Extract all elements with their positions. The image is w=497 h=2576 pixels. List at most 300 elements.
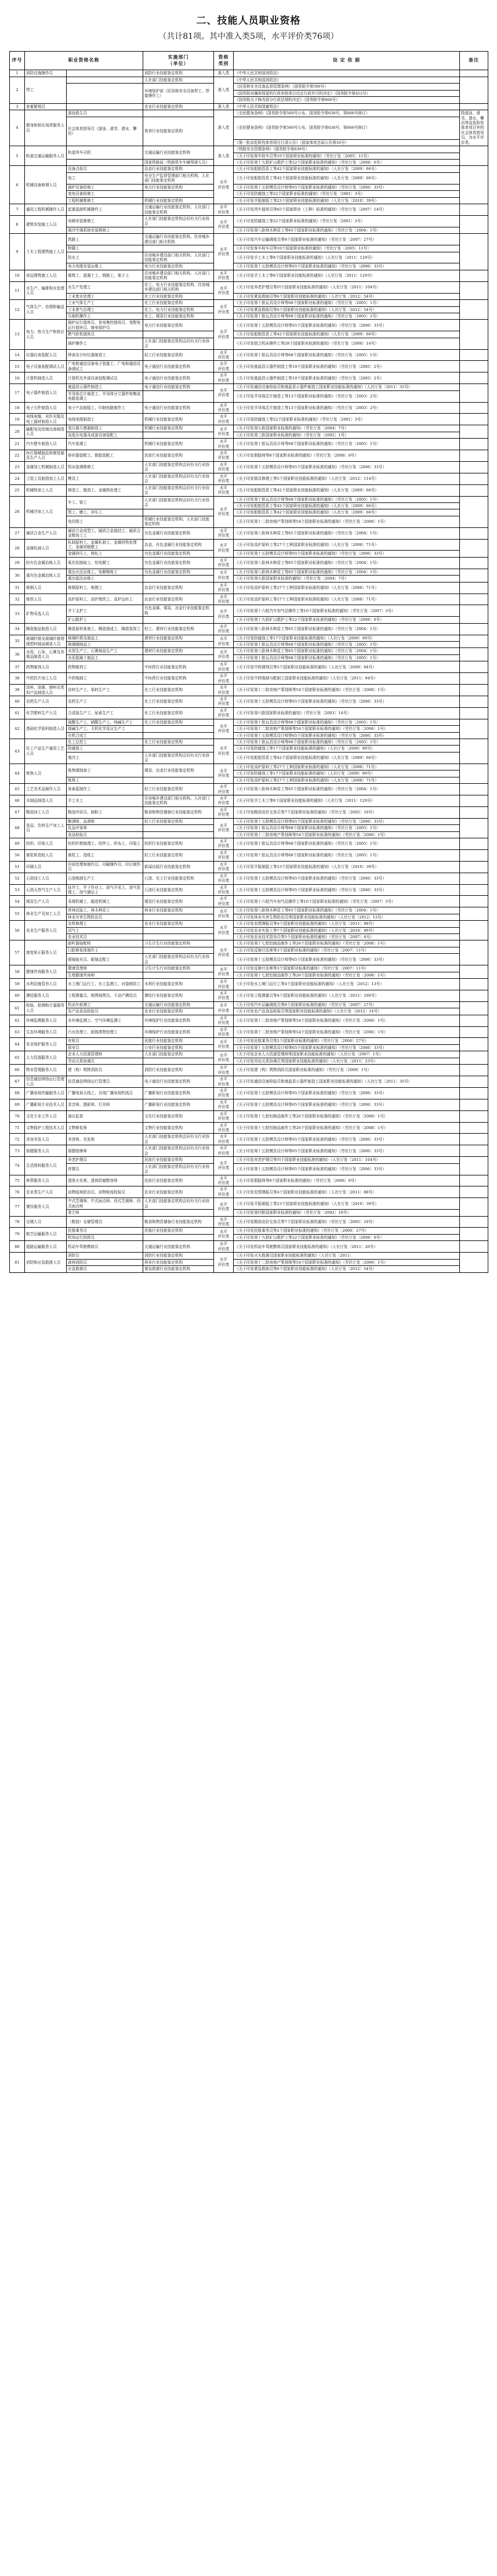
qualification-category — [214, 450, 234, 462]
remark — [460, 594, 488, 605]
table-row — [10, 197, 488, 204]
occupation-subtype: 炼焦工 — [67, 777, 143, 783]
qualification-category — [214, 635, 234, 648]
remark — [460, 685, 488, 696]
occupation-name: 环境监测服务人员 — [25, 1015, 67, 1026]
qualification-category — [214, 849, 234, 861]
row-number: 46 — [10, 795, 25, 806]
qualification-category — [214, 270, 234, 281]
qualification-category — [214, 623, 234, 635]
occupation-name: 机械设备修理人员 — [25, 166, 67, 204]
occupation-name: 纺织、印染人员 — [25, 838, 67, 850]
qualification-category: 准入类 — [214, 70, 234, 77]
occupation-name: 输配电及控制设备制造人员 — [25, 425, 67, 439]
legal-basis: 《关于印发第十五批模具设计师等65个国家职业标准的通知》（劳社厅发〔2006〕33号） — [234, 551, 460, 557]
table-row — [10, 110, 488, 117]
legal-basis: 《关于印发液晶显示器件制造工等10个国家职业标准的通知》（劳社厅发〔2005〕2号） — [234, 372, 460, 384]
legal-basis: 《关于印发第八批林木种苗工等65个国家职业标准的通知》（劳社厅发〔2004〕1号） — [234, 527, 460, 539]
occupation-subtype: 电子产品制版工、印制电路制作工 — [67, 402, 143, 414]
category-line1: 水平 — [219, 1187, 228, 1192]
legal-basis: 《关于印发第十六批汽车加气站操作工等10个国家职业标准的通知》（劳社厅发〔2007〕3号） — [234, 605, 460, 617]
implementing-department — [143, 576, 214, 582]
occupation-subtype: 涂料生产工、染料生产工 — [67, 685, 143, 696]
implementing-department: 交通运输行业技能鉴定机构、住房城乡建设部门相关机构 — [143, 234, 214, 245]
occupation-subtype: 民航乘务员 — [67, 1228, 143, 1234]
occupation-subtype: 桥隧工 — [67, 245, 143, 252]
category-line1: 水平 — [219, 305, 228, 310]
occupation-name: 炼焦人员 — [25, 764, 67, 783]
legal-basis: 《关于印发船舶管系工等42个国家职业技能标准的通知》（人社厅发〔2009〕66号） — [234, 484, 460, 496]
legal-basis: 《关于印发农业技术指导员等5个国家职业标准的通知》（劳社厅发〔2007〕4号） — [234, 934, 460, 940]
qualification-category — [214, 1026, 234, 1038]
remark — [460, 1051, 488, 1065]
category-line1: 水平 — [219, 909, 228, 914]
table-row — [10, 673, 488, 685]
row-number: 51 — [10, 861, 25, 873]
table-row — [10, 320, 488, 331]
table-row — [10, 516, 488, 527]
legal-basis: 《关于印发第十批玩具设计师等68个国家职业标准的通知》（劳社厅发〔2005〕1号） — [234, 496, 460, 502]
occupation-subtype: 水环境监测工、空气环境监测工 — [67, 1015, 143, 1026]
category-line2: 评价类 — [217, 667, 230, 672]
category-line1: 水平 — [219, 414, 228, 419]
occupation-subtype: 水泥混凝土制品工 — [67, 654, 143, 661]
legal-basis: 《关于印发船舶管系工等42个国家职业技能标准的通知》（人社厅发〔2009〕66号） — [234, 509, 460, 516]
table-row — [10, 1216, 488, 1228]
occupation-subtype: 重冶湿法冶炼工 — [67, 576, 143, 582]
qualification-category — [214, 1051, 234, 1065]
qualification-category — [214, 1001, 234, 1015]
legal-basis: 《关于印发船舶管系工等42个国家职业技能标准的通知》（人社厅发〔2009〕66号） — [234, 502, 460, 509]
occupation-subtype: 社会体育指导员（游泳、滑雪、潜水、攀岩） — [67, 117, 143, 146]
remark — [460, 1038, 488, 1051]
occupation-subtype: 企业人力资源管理师 — [67, 1051, 143, 1058]
qualification-category — [214, 414, 234, 425]
legal-basis: 《关于印发防腐蚀工等22个国家职业标准的通知》（劳社厅发〔2001〕3号） — [234, 414, 460, 425]
qualification-category — [214, 1228, 234, 1241]
remark — [460, 215, 488, 233]
occupation-name: 金属轧制人员 — [25, 539, 67, 557]
occupation-name: 家畜繁殖员 — [25, 103, 67, 110]
qualification-category — [214, 569, 234, 582]
row-number: 25 — [10, 484, 25, 496]
qualification-category — [214, 921, 234, 940]
occupation-subtype: 高低压电器及成套设备装配工 — [67, 432, 143, 438]
legal-basis: 《关于印发高炉原料工等27个工种国家职业标准的通知》（人社厅发〔2008〕71号） — [234, 594, 460, 605]
qualification-category — [214, 473, 234, 484]
legal-basis: 《关于印发第十五批模具设计师等65个国家职业标准的通知》（劳社厅发〔2006〕33号） — [234, 184, 460, 190]
table-row — [10, 527, 488, 539]
implementing-department: 消防行业技能鉴定机构 — [143, 1065, 214, 1076]
occupation-name: 康复矫正服务人员 — [25, 940, 67, 965]
qualification-category — [214, 527, 234, 539]
legal-basis: 《关于印发第十批玩具设计师等68个国家职业标准的通知》（劳社厅发〔2005〕1号） — [234, 849, 460, 861]
occupation-name: 餐饮服务人员 — [25, 1198, 67, 1216]
legal-basis: 《关于印发客车检车员等10个国家职业标准的通知》（劳社厅发〔2005〕11号） — [234, 245, 460, 252]
category-line2: 评价类 — [217, 290, 230, 295]
category-line1: 水平 — [219, 451, 228, 456]
occupation-subtype: 安检员 — [67, 1038, 143, 1044]
header-category — [214, 51, 234, 70]
occupation-subtype: 沼气工 — [67, 927, 143, 934]
qualification-category — [214, 673, 234, 685]
category-line2: 评价类 — [217, 690, 230, 695]
occupation-subtype: 钟表及计时仪器制造工 — [67, 349, 143, 361]
legal-basis: 《关于印发紧急救助员等6个国家职业技能标准的通知》（人社厅发〔2012〕54号） — [234, 306, 460, 313]
legal-basis: 《关于印发民航乘务员等2个国家职业标准的通知》（劳社厅发〔2006〕27号） — [234, 1228, 460, 1234]
occupation-subtype: 育婴员 — [67, 1163, 143, 1175]
table-row — [10, 825, 488, 831]
implementing-department: 机械行业技能鉴定机构 — [143, 197, 214, 204]
category-line2: 评价类 — [217, 1166, 230, 1171]
occupation-name: 房屋建筑施工人员 — [25, 270, 67, 281]
occupation-subtype: 美容师、美发师 — [67, 1134, 143, 1145]
implementing-department — [143, 825, 214, 831]
qualification-category — [214, 965, 234, 979]
legal-basis: 《关于印发第十七批铝制品制作工等26个国家职业标准的通知》（劳社厅发〔2008〕1号） — [234, 1122, 460, 1134]
category-line2: 评价类 — [217, 1128, 230, 1133]
implementing-department: 民航行业技能鉴定机构 — [143, 1228, 214, 1234]
remark — [460, 77, 488, 103]
implementing-department: 人社部门技能鉴定机构会同有关行业协会 — [143, 496, 214, 509]
occupation-name: 印刷人员 — [25, 861, 67, 873]
implementing-department — [143, 1234, 214, 1240]
qualification-category — [214, 496, 234, 527]
implementing-department: 冶金、有色金属行业技能鉴定机构 — [143, 539, 214, 551]
row-number: 9 — [10, 234, 25, 270]
row-number: 81 — [10, 1253, 25, 1272]
occupation-name: 化工产品生产通用工艺人员 — [25, 739, 67, 764]
occupation-name: 电线电缆、光纤光缆及电工器材制造人员 — [25, 414, 67, 425]
page-title: 二、技能人员职业资格 — [196, 15, 301, 27]
qualification-category — [214, 696, 234, 707]
qualification-category — [214, 361, 234, 372]
legal-basis: 《关于印发第十九批矿山救护工等22个国家职业标准的通知》（劳社厅发〔2008〕6号） — [234, 1234, 460, 1240]
occupation-name: 工装工具制造加工人员 — [25, 473, 67, 484]
legal-basis: 《关于印发中药炮制与配制工国家职业技能标准的通知》（人社厅发〔2011〕94号） — [234, 673, 460, 685]
category-line2: 评价类 — [217, 641, 230, 646]
table-row — [10, 818, 488, 824]
remark — [460, 1186, 488, 1198]
category-line2: 评价类 — [217, 1058, 230, 1063]
implementing-department — [143, 642, 214, 648]
category-line2: 评价类 — [217, 432, 230, 437]
occupation-name: 消防和应急救援人员 — [25, 1253, 67, 1272]
category-line1: 水平 — [219, 1077, 228, 1082]
occupation-name: 硬质合金生产人员 — [25, 527, 67, 539]
table-row — [10, 940, 488, 947]
legal-basis: 《关于印发半导体芯片制造工等13个国家职业标准的通知》（劳社厅发〔2003〕2号） — [234, 390, 460, 402]
occupation-name: 土木工程建筑施工人员 — [25, 234, 67, 270]
implementing-department: 化工、电力行业技能鉴定机构 — [143, 306, 214, 313]
category-line2: 评价类 — [217, 855, 230, 860]
table-row — [10, 1076, 488, 1088]
occupation-subtype: 金属挤压工、铸轧工 — [67, 551, 143, 557]
table-row — [10, 907, 488, 914]
occupation-subtype: 燃气轮机值班员 — [67, 331, 143, 338]
row-number: 55 — [10, 907, 25, 921]
implementing-department: 化工、煤炭行业技能鉴定机构 — [143, 313, 214, 319]
category-line1: 水平 — [219, 873, 228, 878]
category-line2: 评价类 — [217, 563, 230, 568]
table-row — [10, 390, 488, 402]
legal-basis: 《关于印发假肢师等8个国家职业标准的通知》（劳社厅发〔2006〕8号） — [234, 450, 460, 462]
header-remark: 备注 — [460, 51, 488, 70]
row-number: 49 — [10, 838, 25, 850]
implementing-department — [143, 390, 214, 402]
qualification-category — [214, 605, 234, 623]
implementing-department: 农业行业技能鉴定机构 — [143, 921, 214, 927]
row-number: 2 — [10, 77, 25, 103]
remark — [460, 907, 488, 921]
occupation-subtype: 机床装调维修工 — [67, 461, 143, 473]
row-number: 54 — [10, 896, 25, 907]
legal-basis: 《关于印发手工木工等8个国家职业技能标准的通知》（人社厅发〔2011〕129号） — [234, 270, 460, 281]
table-row — [10, 623, 488, 635]
implementing-department: 文化行业技能鉴定机构 — [143, 1110, 214, 1122]
qualification-category — [214, 1065, 234, 1076]
occupation-subtype: 森林消防员 — [67, 1259, 143, 1265]
table-row — [10, 146, 488, 153]
legal-basis: 《国务院关于修改部分行政法规的决定》（国务院令第666号） — [234, 97, 460, 103]
qualification-category — [214, 539, 234, 557]
remark — [460, 1099, 488, 1110]
legal-basis: 《关于印发第十五批模具设计师等65个国家职业标准的通知》（劳社厅发〔2006〕33号） — [234, 320, 460, 331]
legal-basis: 《关于印发反射疗法师等3个国家职业标准的通知》（劳社厅发〔2007〕11号） — [234, 947, 460, 953]
table-row — [10, 1241, 488, 1253]
occupation-name: 物业管理服务人员 — [25, 1065, 67, 1076]
remark — [460, 349, 488, 361]
table-row — [10, 746, 488, 752]
row-number: 24 — [10, 473, 25, 484]
implementing-department: 电子通信行业技能鉴定机构 — [143, 402, 214, 414]
table-row — [10, 648, 488, 654]
occupation-subtype: 防腐蚀工 — [67, 746, 143, 752]
occupation-name: 制浆和造纸人员 — [25, 849, 67, 861]
category-line2: 评价类 — [217, 252, 230, 257]
category-line2: 评价类 — [217, 629, 230, 634]
table-row — [10, 361, 488, 372]
remark — [460, 884, 488, 896]
occupation-subtype: 口腔修复体制作工 — [67, 947, 143, 953]
qualification-category — [214, 1122, 234, 1134]
implementing-department: 电力行业技能鉴定机构 — [143, 184, 214, 190]
occupation-name: 测绘服务人员 — [25, 990, 67, 1001]
legal-basis: 《关于印发第十批玩具设计师等68个国家职业标准的通知》（劳社厅发〔2005〕1号） — [234, 838, 460, 850]
legal-basis: 《关于印发第十批玩具设计师等68个国家职业标准的通知》（劳社厅发〔2005〕1号） — [234, 739, 460, 746]
occupation-subtype: 炼钢原料工、炼钢工 — [67, 582, 143, 594]
legal-basis: 《关于印发第十五批模具设计师等65个国家职业标准的通知》（劳社厅发〔2006〕33号） — [234, 1099, 460, 1110]
implementing-department: 林业行业技能鉴定机构 — [143, 907, 214, 914]
legal-basis: 《关于印发汽车运输调度员等8个国家职业标准的通知》（劳社厅发〔2007〕27号） — [234, 234, 460, 245]
table-row — [10, 204, 488, 216]
occupation-subtype: 消防员 — [67, 1253, 143, 1259]
table-row — [10, 473, 488, 484]
row-number: 68 — [10, 1087, 25, 1099]
remark — [460, 707, 488, 719]
qualification-category — [214, 594, 234, 605]
category-line2: 评价类 — [217, 1070, 230, 1075]
row-number: 59 — [10, 979, 25, 990]
category-line1: 水平 — [219, 330, 228, 335]
occupation-subtype: 眼镜验光员、眼镜定配工 — [67, 954, 143, 965]
occupation-subtype: 矿山救护工 — [67, 617, 143, 623]
remark — [460, 384, 488, 402]
row-number: 13 — [10, 320, 25, 349]
legal-basis: 《关于印发第十二批房地产策划师等54个国家职业标准的通知》（劳社厅发〔2006〕1号） — [234, 1026, 460, 1038]
implementing-department: 机械行业技能鉴定机构 — [143, 425, 214, 432]
legal-basis: 《关于印发第十五批模具设计师等65个国家职业标准的通知》（劳社厅发〔2006〕33号） — [234, 818, 460, 824]
implementing-department: 轻工、建材行业技能鉴定机构 — [143, 623, 214, 635]
legal-basis: 《关于印发工程测量员等4个国家职业技能标准的通知》（人社厅发〔2011〕100号） — [234, 990, 460, 1001]
row-number: 48 — [10, 818, 25, 838]
legal-basis: 《关于印发第十五批模具设计师等65个国家职业标准的通知》（劳社厅发〔2006〕33号） — [234, 461, 460, 473]
table-row — [10, 77, 488, 83]
legal-basis: 《关于印发第十二批房地产策划师等54个国家职业标准的通知》（劳社厅发〔2006〕1号） — [234, 516, 460, 527]
legal-basis: 《关于印发建（构）筑物消防员国家职业标准的通知》（劳社厅发〔2008〕1号） — [234, 1065, 460, 1076]
qualification-category — [214, 940, 234, 965]
occupation-subtype: 水生产处理工 — [67, 281, 143, 293]
legal-basis: 《关于印发防腐蚀工等22个国家职业标准的通知》（劳社厅发〔2001〕3号） — [234, 191, 460, 197]
category-line1: 水平 — [219, 862, 228, 867]
table-row — [10, 707, 488, 719]
row-number: 47 — [10, 806, 25, 818]
qualification-category — [214, 979, 234, 990]
remark — [460, 484, 488, 496]
table-row — [10, 777, 488, 783]
category-line1: 水平 — [219, 426, 228, 432]
occupation-subtype: 劳动关系协调员 — [67, 1058, 143, 1064]
category-line1: 水平 — [219, 807, 228, 812]
occupation-subtype: 设备点检员 — [67, 166, 143, 172]
remark — [460, 648, 488, 661]
category-line1: 水平 — [219, 1088, 228, 1093]
remark: 除游泳、滑雪、潜水、攀岩等高危险性体育项目外的社会体育指导员，为水平评价类。 — [460, 110, 488, 146]
category-line2: 评价类 — [217, 1207, 230, 1212]
legal-basis: 《全民健身条例》（国务院令第560号公布，国务院令第638号、第666号修订） — [234, 117, 460, 139]
qualification-category — [214, 281, 234, 299]
category-line2: 评价类 — [217, 901, 230, 906]
implementing-department: 中医药行业技能鉴定机构 — [143, 661, 214, 673]
qualification-category — [214, 795, 234, 806]
implementing-department — [143, 934, 214, 940]
category-line1: 水平 — [219, 285, 228, 291]
occupation-subtype: 保健按摩师 — [67, 1145, 143, 1157]
table-row — [10, 414, 488, 425]
remark — [460, 764, 488, 783]
implementing-department: 人社部门技能鉴定机构会同有关行业协会 — [143, 484, 214, 496]
legal-basis: 《关于印发第八批林木种苗工等65个国家职业标准的通知》（劳社厅发〔2004〕1号） — [234, 648, 460, 654]
qualification-category — [214, 1186, 234, 1198]
implementing-department: 卫生计生行业技能鉴定机构 — [143, 940, 214, 947]
remark — [460, 635, 488, 648]
implementing-department: 民航行业技能鉴定机构 — [143, 1038, 214, 1044]
occupation-subtype: 录音师、摄影师、灯光师 — [67, 1099, 143, 1110]
legal-basis: 《关于印发第十批玩具设计师等68个国家职业标准的通知》（劳社厅发〔2005〕1号） — [234, 349, 460, 361]
legal-basis: 《关于印发高炉原料工等27个工种国家职业标准的通知》（人社厅发〔2008〕71号） — [234, 764, 460, 770]
occupation-subtype: 广电和通信设备电子装接工、广电和通信设备调试工 — [67, 361, 143, 372]
table-row — [10, 1157, 488, 1163]
legal-basis: 《关于印发中药调剂员等5个国家职业技能标准的通知》（人社厅发〔2009〕94号） — [234, 661, 460, 673]
table-row — [10, 331, 488, 338]
occupation-subtype: 机场运行指挥员 — [67, 1234, 143, 1240]
implementing-department: 住房城乡建设部门相关机构、人社部门技能鉴定机构 — [143, 252, 214, 263]
implementing-department: 环境保护部（民用核安全设备焊工、焊接操作工） — [143, 84, 214, 103]
legal-basis: 《关于印发半导体芯片制造工等13个国家职业标准的通知》（劳社厅发〔2003〕2号） — [234, 402, 460, 414]
qualification-category — [214, 1134, 234, 1145]
implementing-department — [143, 245, 214, 252]
table-row — [10, 227, 488, 233]
occupation-name: 玻璃纤维及玻璃纤维增强塑料制品制造人员 — [25, 635, 67, 648]
legal-basis: 《国务院对确需保留的行政审批项目设定行政许可的决定》（国务院令第412号） — [234, 90, 460, 96]
implementing-department: 测绘行业技能鉴定机构 — [143, 990, 214, 1001]
remark — [460, 605, 488, 623]
implementing-department: 农业行业技能鉴定机构 — [143, 1186, 214, 1198]
table-row — [10, 450, 488, 462]
occupation-name: 广播影视专业技术人员 — [25, 1099, 67, 1110]
category-line2: 评价类 — [217, 654, 230, 660]
implementing-department — [143, 947, 214, 953]
category-line1: 水平 — [219, 485, 228, 490]
category-line1: 水平 — [219, 1111, 228, 1116]
category-line1: 水平 — [219, 1065, 228, 1070]
table-row — [10, 349, 488, 361]
legal-basis: 《关于印发第八批林木种苗工等65个国家职业标准的通知》（劳社厅发〔2004〕1号） — [234, 784, 460, 795]
occupation-subtype: 工业气体生产工 — [67, 300, 143, 306]
occupation-name: 基础化学原料制造人员 — [25, 719, 67, 739]
qualification-category — [214, 907, 234, 921]
legal-basis: 《关于印发紧急救助员等6个国家职业技能标准的通知》（人社厅发〔2012〕54号） — [234, 1266, 460, 1272]
implementing-department: 有色金属行业技能鉴定机构 — [143, 551, 214, 557]
table-row — [10, 1198, 488, 1210]
table-row — [10, 635, 488, 641]
category-line2: 评价类 — [217, 751, 230, 756]
legal-basis: 《全民健身条例》（国务院令第560号公布，国务院令第638号、第666号修订） — [234, 110, 460, 117]
occupation-subtype: 炼焦煤制备工 — [67, 764, 143, 777]
row-number: 33 — [10, 605, 25, 623]
legal-basis: 《关于印发第十五批模具设计师等65个国家职业标准的通知》（劳社厅发〔2006〕33号） — [234, 873, 460, 884]
occupation-subtype: 农业技术员 — [67, 934, 143, 940]
occupation-name: 检验、检测和计量服务人员 — [25, 1001, 67, 1015]
implementing-department: 电力行业技能鉴定机构 — [143, 263, 214, 270]
table-row — [10, 1038, 488, 1044]
category-line2: 评价类 — [217, 588, 230, 593]
implementing-department: 人社部门技能鉴定机构会同有关行业协会 — [143, 1198, 214, 1210]
category-line1: 水平 — [219, 1202, 228, 1207]
occupation-name: 水利设施管养人员 — [25, 979, 67, 990]
table-row — [10, 594, 488, 605]
category-line1: 水平 — [219, 350, 228, 355]
implementing-department: 卫生计生行业技能鉴定机构 — [143, 965, 214, 972]
implementing-department: 化工行业技能鉴定机构 — [143, 719, 214, 725]
implementing-department: 民政行业技能鉴定机构 — [143, 1157, 214, 1163]
remark — [460, 896, 488, 907]
occupation-subtype: 计算机及外部设备装配调试员 — [67, 372, 143, 384]
implementing-department — [143, 227, 214, 233]
remark — [460, 539, 488, 557]
legal-basis: 《关于印发第十五批模具设计师等65个国家职业标准的通知》（劳社厅发〔2006〕33号） — [234, 696, 460, 707]
table-row — [10, 1058, 488, 1064]
category-line1: 水平 — [219, 247, 228, 252]
category-line2: 评价类 — [217, 812, 230, 817]
category-line1: 水平 — [219, 649, 228, 654]
implementing-department: 冶金行业技能鉴定机构 — [143, 166, 214, 172]
table-row — [10, 569, 488, 575]
table-row — [10, 726, 488, 732]
category-line1: 水平 — [219, 1027, 228, 1032]
occupation-subtype: 保安员 — [67, 1044, 143, 1051]
legal-basis: 《关于印发农情测报员等4个国家职业技能标准的通知》（人社厅发〔2011〕88号） — [234, 1186, 460, 1198]
